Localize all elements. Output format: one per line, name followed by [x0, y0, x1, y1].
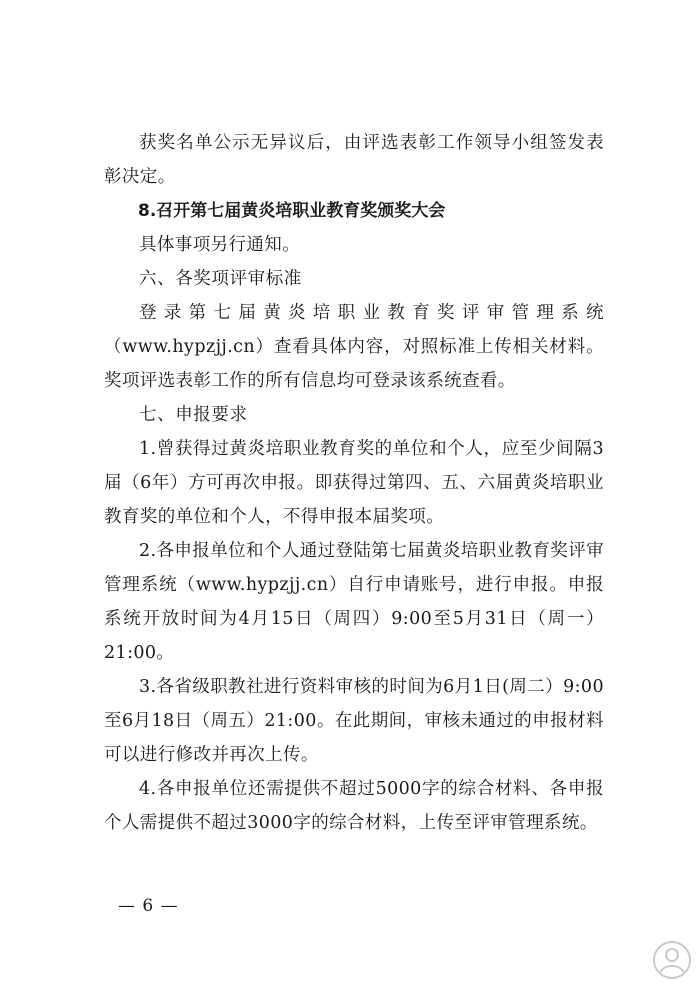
- paragraph-evaluation-system: 登录第七届黄炎培职业教育奖评审管理系统（www.hypzjj.cn）查看具体内容，对照标准上传相关材料。奖项评选表彰工作的所有信息均可登录该系统查看。: [104, 303, 604, 391]
- paragraph-requirement-1: 1.曾获得过黄炎培职业教育奖的单位和个人，应至少间隔3届（6年）方可再次申报。即获得过第四、五、六届黄炎培职业教育奖的单位和个人，不得申报本届奖项。: [104, 439, 604, 527]
- document-body: [104, 126, 604, 840]
- heading-application-requirements: 七、申报要求: [139, 405, 248, 425]
- paragraph-requirement-4: 4.各申报单位还需提供不超过5000字的综合材料、各申报个人需提供不超过3000字的综合材料，上传至评审管理系统。: [104, 779, 604, 833]
- heading-evaluation-criteria: 六、各奖项评审标准: [139, 269, 302, 289]
- paragraph-publicity-decision: 获奖名单公示无异议后，由评选表彰工作领导小组签发表彰决定。: [104, 133, 604, 187]
- page-number: — 6 —: [118, 896, 179, 916]
- paragraph-requirement-2: 2.各申报单位和个人通过登陆第七届黄炎培职业教育奖评审管理系统（www.hypzjj.cn）自行申请账号，进行申报。申报系统开放时间为4月15日（周四）9:00至5月31日（周一）21:00。: [104, 541, 604, 663]
- paragraph-requirement-3: 3.各省级职教社进行资料审核的时间为6月1日(周二）9:00至6月18日（周五）21:00。在此期间，审核未通过的申报材料可以进行修改并再次上传。: [104, 677, 604, 765]
- user-avatar-icon: [652, 940, 692, 980]
- subheading-award-ceremony: 8.召开第七届黄炎培职业教育奖颁奖大会: [138, 201, 446, 221]
- paragraph-separate-notice: 具体事项另行通知。: [139, 235, 301, 255]
